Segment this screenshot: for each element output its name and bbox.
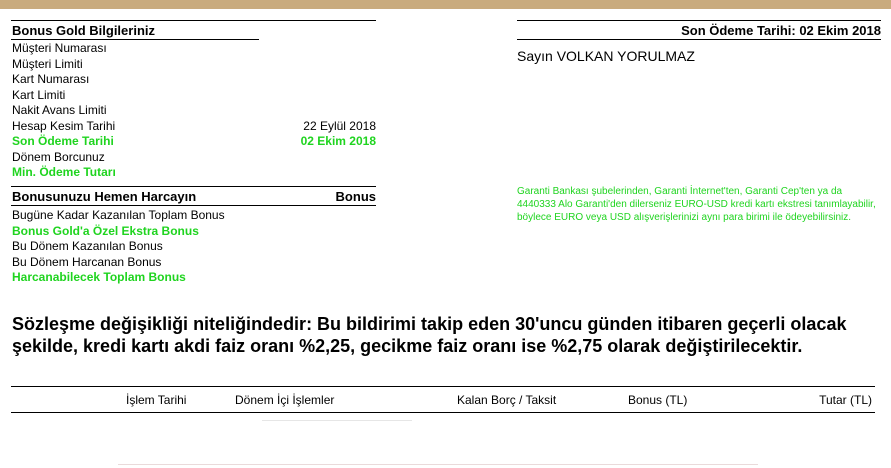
- info-row-min-payment: [12, 165, 376, 181]
- due-date-value: 02 Ekim 2018: [300, 134, 376, 148]
- bonus-list: [12, 208, 376, 286]
- left-panel-title-rule: [11, 39, 259, 40]
- info-row-3: [12, 88, 376, 104]
- info-label: Dönem Borcunuz: [12, 149, 105, 164]
- info-row-0: [12, 41, 376, 57]
- info-row-due-date: [12, 134, 376, 150]
- left-panel-title: Bonus Gold Bilgileriniz: [12, 23, 155, 38]
- bonus-row-total: Harcanabilecek Toplam Bonus: [12, 270, 186, 284]
- col-header-date: İşlem Tarihi: [126, 393, 187, 407]
- info-label: Son Ödeme Tarihi: [12, 134, 114, 148]
- info-label: Kart Numarası: [12, 72, 90, 86]
- info-label: Min. Ödeme Tutarı: [12, 165, 116, 179]
- col-header-remaining: Kalan Borç / Taksit: [457, 393, 557, 407]
- top-accent-bar: [0, 0, 891, 9]
- bonus-row: Bugüne Kadar Kazanılan Toplam Bonus: [12, 208, 225, 222]
- bonus-panel-title-rule: [11, 205, 376, 206]
- table-top-rule: [11, 386, 875, 387]
- info-label: Müşteri Numarası: [12, 41, 107, 55]
- table-header-rule: [11, 412, 875, 413]
- bonus-panel-title: Bonusunuzu Hemen Harcayın: [12, 189, 197, 204]
- info-row-2: [12, 72, 376, 88]
- info-label: Müşteri Limiti: [12, 56, 83, 71]
- col-header-description: Dönem İçi İşlemler: [235, 393, 335, 407]
- info-row-1: [12, 57, 376, 73]
- info-label: Nakit Avans Limiti: [12, 103, 107, 117]
- info-label: Hesap Kesim Tarihi: [12, 118, 116, 133]
- cut-off-row-rule: [118, 464, 758, 465]
- col-header-amount: Tutar (TL): [819, 393, 872, 407]
- bonus-column-header: Bonus: [335, 189, 376, 204]
- left-panel-top-rule: [11, 20, 376, 21]
- contract-change-announcement: Sözleşme değişikliği niteliğindedir: Bu bildirimi takip eden 30'uncu günden itibaren geçerli olacak şekilde, kredi kartı akdi faiz oranı %2,25, gecikme faiz oranı ise %2,75 olarak değiştirilecektir.: [12, 314, 847, 356]
- bonus-row: Bu Dönem Harcanan Bonus: [12, 254, 162, 269]
- customer-greeting: Sayın VOLKAN YORULMAZ: [517, 48, 695, 64]
- account-info-list: [12, 41, 376, 181]
- bonus-panel-top-rule: [11, 186, 376, 187]
- bonus-row: Bu Dönem Kazanılan Bonus: [12, 239, 163, 253]
- due-date-header: Son Ödeme Tarihi: 02 Ekim 2018: [681, 23, 881, 38]
- info-row-4: [12, 103, 376, 119]
- currency-notice: Garanti Bankası şubelerinden, Garanti İnternet'ten, Garanti Cep'ten ya da 4440333 Alo Garanti'den dilerseniz EURO-USD kredi kartı ekstresi tanımlayabilir, böylece EURO veya USD alışverişlerinizi aynı para birimi ile ödeyebilirsiniz.: [517, 186, 876, 223]
- cut-off-row-fragment: [262, 420, 412, 421]
- right-panel-top-rule: [517, 20, 881, 21]
- info-label: Kart Limiti: [12, 87, 66, 102]
- right-panel-title-rule: [517, 39, 881, 40]
- bonus-row-extra: Bonus Gold'a Özel Ekstra Bonus: [12, 223, 199, 238]
- info-row-7: [12, 150, 376, 166]
- statement-date-value: 22 Eylül 2018: [303, 118, 376, 133]
- info-row-statement-date: [12, 119, 376, 135]
- col-header-bonus: Bonus (TL): [628, 393, 688, 407]
